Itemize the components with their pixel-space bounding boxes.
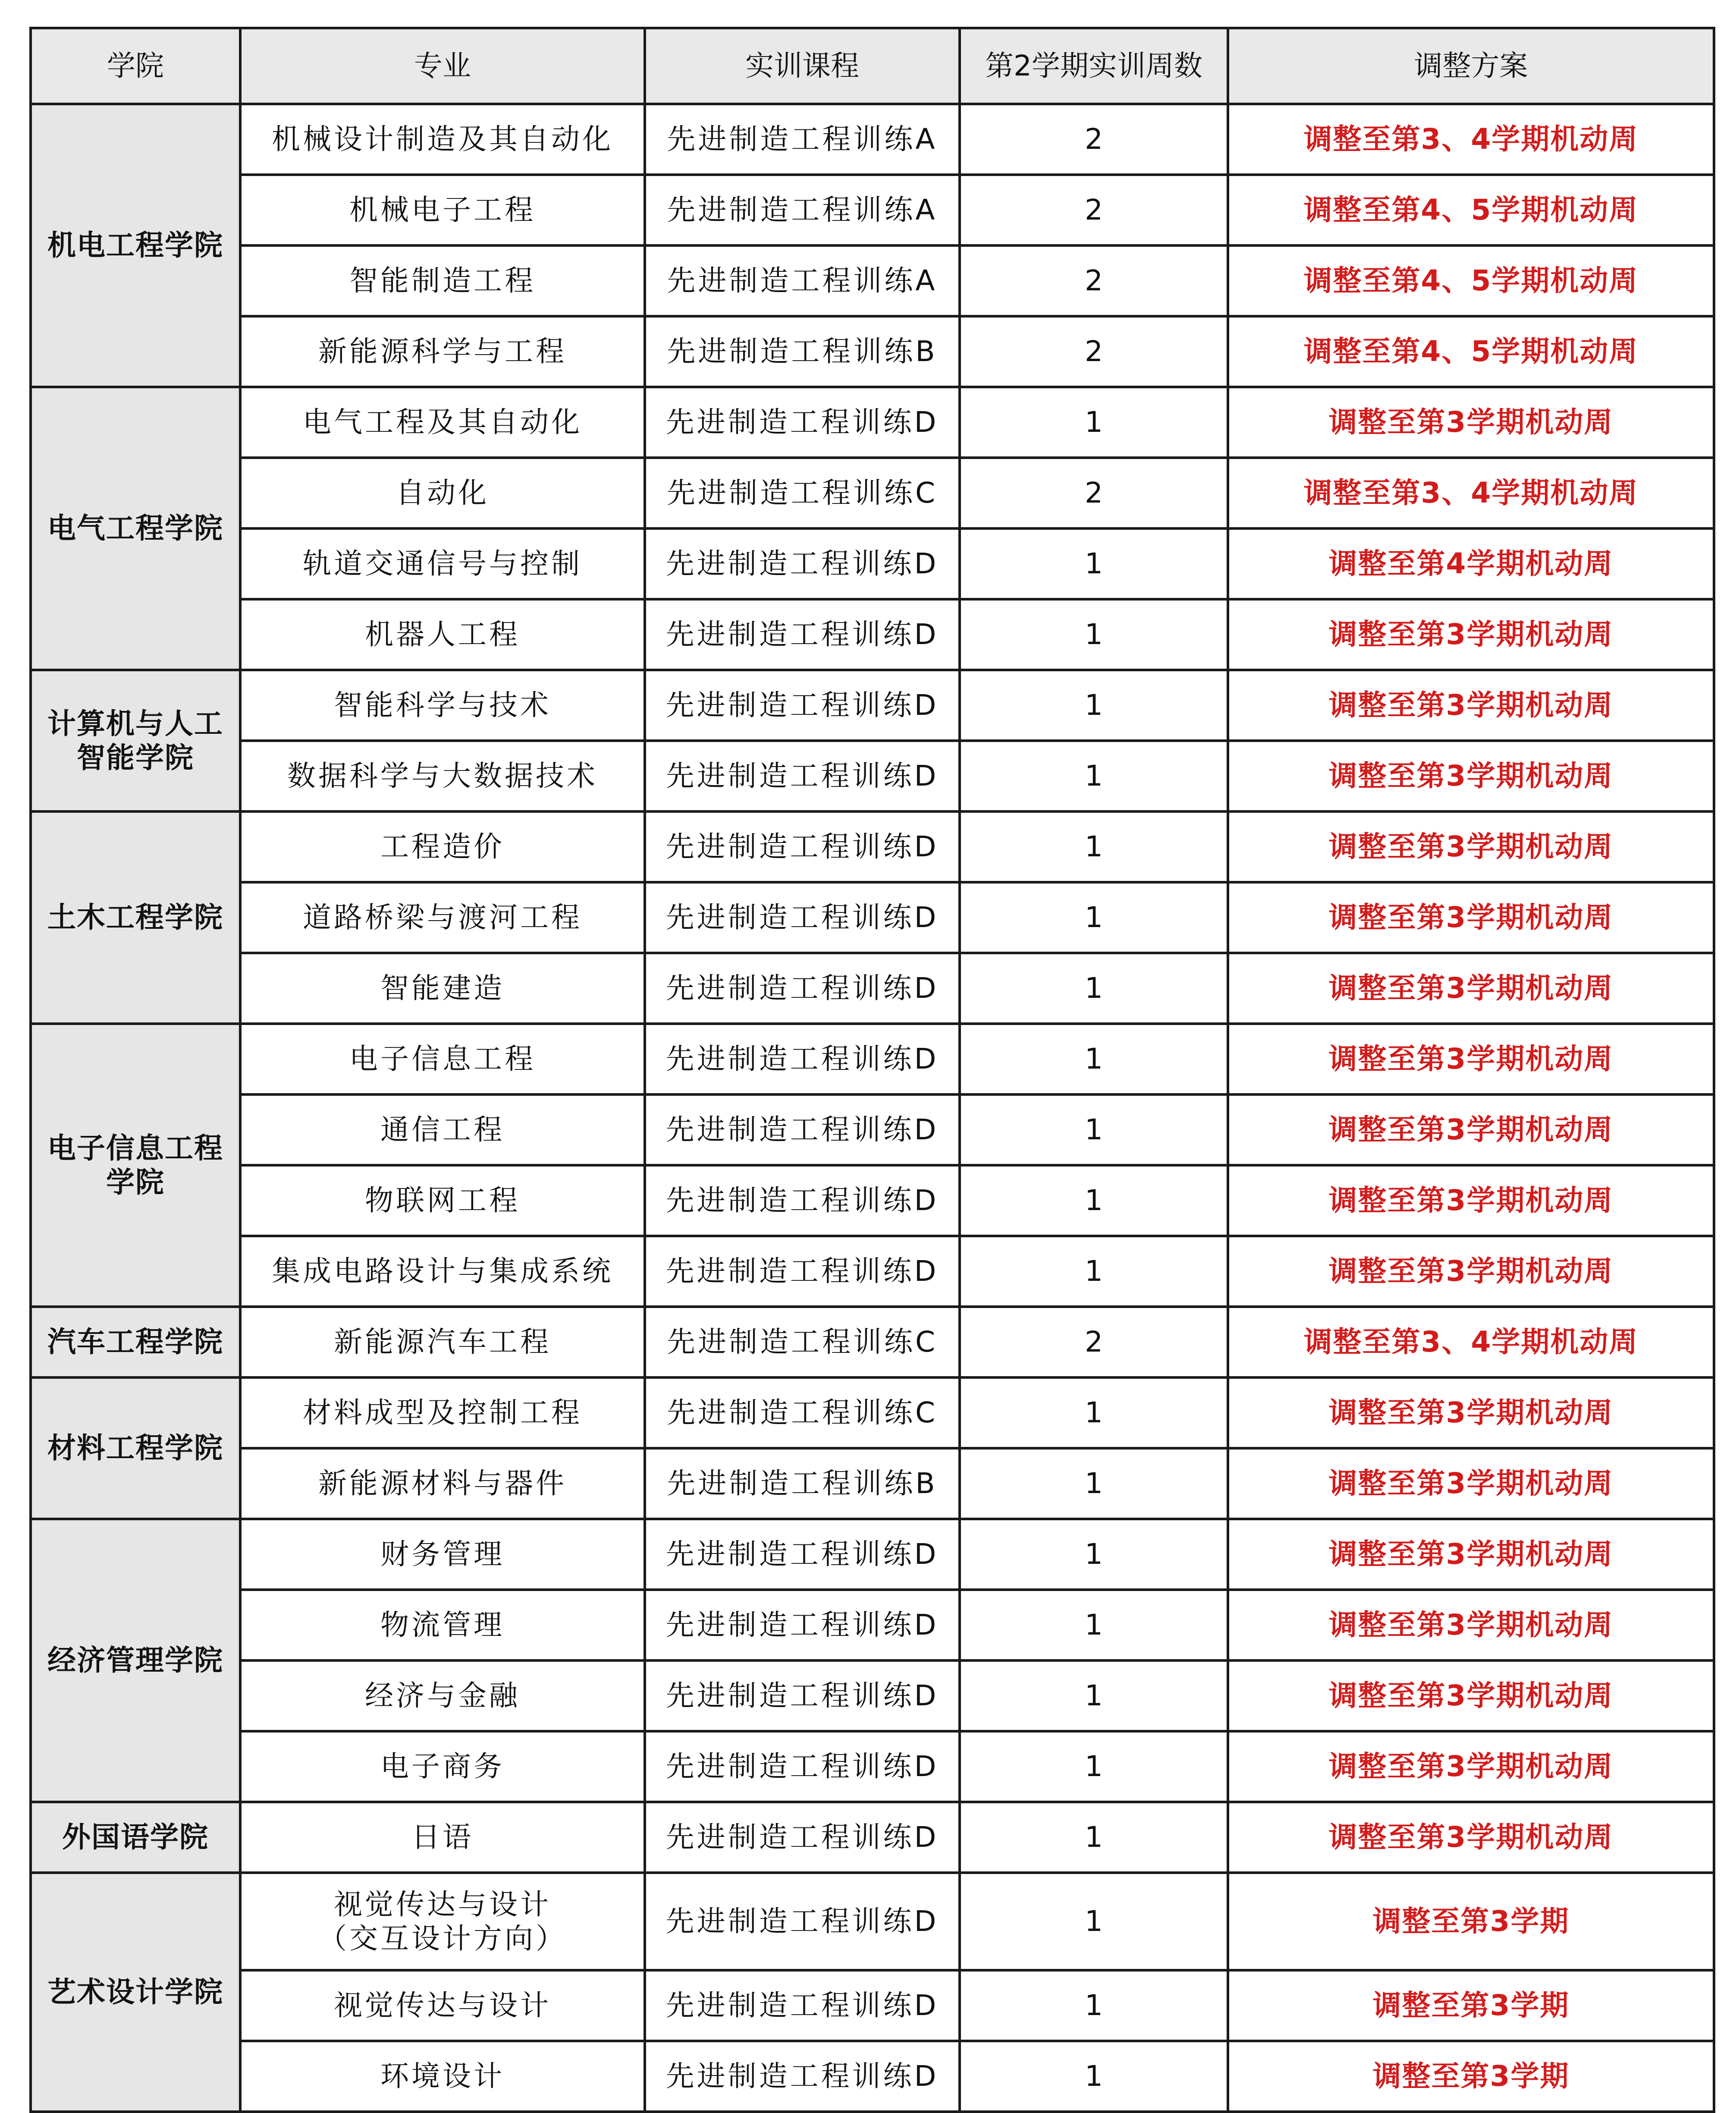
major-cell: 智能制造工程: [240, 245, 645, 316]
plan-cell: 调整至第3学期: [1228, 1970, 1714, 2041]
plan-cell: 调整至第3学期机动周: [1228, 1377, 1714, 1448]
table-row: [31, 1377, 1714, 1448]
table-row: [31, 1024, 1714, 1094]
course-cell: 先进制造工程训练D: [645, 2041, 960, 2112]
table-row: [31, 1519, 1714, 1590]
plan-cell: 调整至第3、4学期机动周: [1228, 1307, 1714, 1377]
college-cell: 汽车工程学院: [31, 1307, 240, 1377]
course-cell: 先进制造工程训练D: [645, 670, 960, 741]
major-cell: 物流管理: [240, 1590, 645, 1660]
major-cell: 电子信息工程: [240, 1024, 645, 1094]
major-cell: 数据科学与大数据技术: [240, 741, 645, 811]
weeks-cell: 1: [960, 811, 1228, 882]
course-cell: 先进制造工程训练A: [645, 175, 960, 245]
plan-cell: 调整至第3学期机动周: [1228, 882, 1714, 953]
table-row: [31, 1165, 1714, 1236]
weeks-cell: 1: [960, 1873, 1228, 1970]
course-cell: 先进制造工程训练D: [645, 1873, 960, 1970]
weeks-cell: 1: [960, 387, 1228, 458]
plan-cell: 调整至第3学期机动周: [1228, 1731, 1714, 1802]
major-cell: 轨道交通信号与控制: [240, 528, 645, 599]
table-row: [31, 1307, 1714, 1377]
weeks-cell: 2: [960, 316, 1228, 387]
weeks-cell: 1: [960, 1519, 1228, 1590]
header-row: [31, 28, 1714, 104]
weeks-cell: 1: [960, 953, 1228, 1024]
course-cell: 先进制造工程训练B: [645, 316, 960, 387]
table-row: [31, 1802, 1714, 1873]
major-cell: 视觉传达与设计: [240, 1970, 645, 2041]
plan-cell: 调整至第3学期机动周: [1228, 1024, 1714, 1094]
table-header: [31, 28, 1714, 104]
college-cell: 材料工程学院: [31, 1377, 240, 1519]
college-cell: 艺术设计学院: [31, 1873, 240, 2112]
weeks-cell: 2: [960, 175, 1228, 245]
college-cell: 外国语学院: [31, 1802, 240, 1873]
plan-cell: 调整至第3学期机动周: [1228, 741, 1714, 811]
table-row: [31, 1448, 1714, 1519]
course-cell: 先进制造工程训练A: [645, 245, 960, 316]
course-cell: 先进制造工程训练D: [645, 1519, 960, 1590]
weeks-cell: 1: [960, 1802, 1228, 1873]
weeks-cell: 1: [960, 670, 1228, 741]
course-cell: 先进制造工程训练A: [645, 104, 960, 175]
weeks-cell: 1: [960, 2041, 1228, 2112]
plan-cell: 调整至第3学期机动周: [1228, 1660, 1714, 1731]
table-row: [31, 1970, 1714, 2041]
weeks-cell: 1: [960, 741, 1228, 811]
table-row: [31, 1236, 1714, 1307]
course-cell: 先进制造工程训练D: [645, 387, 960, 458]
major-cell: [240, 1873, 645, 1970]
table-row: [31, 387, 1714, 458]
plan-cell: 调整至第3学期机动周: [1228, 1165, 1714, 1236]
plan-cell: 调整至第3学期机动周: [1228, 811, 1714, 882]
table-row: [31, 741, 1714, 811]
major-cell: 集成电路设计与集成系统: [240, 1236, 645, 1307]
major-cell: 通信工程: [240, 1094, 645, 1165]
course-cell: 先进制造工程训练D: [645, 1236, 960, 1307]
course-cell: 先进制造工程训练D: [645, 1802, 960, 1873]
college-cell: 计算机与人工智能学院: [31, 670, 240, 811]
major-cell: 电子商务: [240, 1731, 645, 1802]
course-cell: 先进制造工程训练D: [645, 1024, 960, 1094]
weeks-cell: 1: [960, 1165, 1228, 1236]
plan-cell: 调整至第3学期机动周: [1228, 1448, 1714, 1519]
course-cell: 先进制造工程训练D: [645, 1165, 960, 1236]
weeks-cell: 1: [960, 1094, 1228, 1165]
weeks-cell: 1: [960, 1731, 1228, 1802]
table-row: [31, 670, 1714, 741]
table-row: [31, 1590, 1714, 1660]
weeks-cell: 1: [960, 599, 1228, 670]
table-row: [31, 104, 1714, 175]
plan-cell: 调整至第3学期机动周: [1228, 1519, 1714, 1590]
plan-cell: 调整至第3学期机动周: [1228, 953, 1714, 1024]
major-cell: 机械设计制造及其自动化: [240, 104, 645, 175]
table-row: [31, 316, 1714, 387]
major-cell: 机器人工程: [240, 599, 645, 670]
table-row: [31, 245, 1714, 316]
table-row: [31, 1873, 1714, 1970]
course-cell: 先进制造工程训练D: [645, 741, 960, 811]
header-major: 专业: [240, 28, 645, 104]
college-cell: 电子信息工程学院: [31, 1024, 240, 1307]
course-cell: 先进制造工程训练D: [645, 1660, 960, 1731]
major-cell: 经济与金融: [240, 1660, 645, 1731]
course-cell: 先进制造工程训练D: [645, 528, 960, 599]
course-cell: 先进制造工程训练D: [645, 1970, 960, 2041]
plan-cell: 调整至第3、4学期机动周: [1228, 458, 1714, 528]
plan-cell: 调整至第4、5学期机动周: [1228, 245, 1714, 316]
weeks-cell: 2: [960, 458, 1228, 528]
table-row: [31, 1660, 1714, 1731]
college-cell: 电气工程学院: [31, 387, 240, 670]
header-plan: 调整方案: [1228, 28, 1714, 104]
header-course: 实训课程: [645, 28, 960, 104]
major-cell: 新能源汽车工程: [240, 1307, 645, 1377]
weeks-cell: 2: [960, 1307, 1228, 1377]
major-cell: 自动化: [240, 458, 645, 528]
college-cell: 经济管理学院: [31, 1519, 240, 1802]
table-body: [31, 104, 1714, 2112]
college-cell: 机电工程学院: [31, 104, 240, 387]
weeks-cell: 1: [960, 528, 1228, 599]
course-cell: 先进制造工程训练C: [645, 1377, 960, 1448]
plan-cell: 调整至第3、4学期机动周: [1228, 104, 1714, 175]
plan-cell: 调整至第4学期机动周: [1228, 528, 1714, 599]
table-row: [31, 528, 1714, 599]
course-cell: 先进制造工程训练D: [645, 1590, 960, 1660]
major-cell: 环境设计: [240, 2041, 645, 2112]
plan-cell: 调整至第3学期机动周: [1228, 1094, 1714, 1165]
major-cell: 工程造价: [240, 811, 645, 882]
plan-cell: 调整至第4、5学期机动周: [1228, 316, 1714, 387]
table-row: [31, 175, 1714, 245]
table-row: [31, 599, 1714, 670]
table-row: [31, 2041, 1714, 2112]
major-note: （交互设计方向）: [318, 1922, 567, 1955]
major-cell: 电气工程及其自动化: [240, 387, 645, 458]
adjustment-table: [29, 27, 1715, 2113]
course-cell: 先进制造工程训练C: [645, 458, 960, 528]
plan-cell: 调整至第3学期机动周: [1228, 1236, 1714, 1307]
weeks-cell: 2: [960, 104, 1228, 175]
major-cell: 新能源科学与工程: [240, 316, 645, 387]
course-cell: 先进制造工程训练D: [645, 811, 960, 882]
weeks-cell: 1: [960, 1236, 1228, 1307]
header-college: 学院: [31, 28, 240, 104]
course-cell: 先进制造工程训练D: [645, 953, 960, 1024]
plan-cell: 调整至第3学期: [1228, 1873, 1714, 1970]
plan-cell: 调整至第3学期机动周: [1228, 387, 1714, 458]
plan-cell: 调整至第4、5学期机动周: [1228, 175, 1714, 245]
table-row: [31, 1731, 1714, 1802]
plan-cell: 调整至第3学期机动周: [1228, 1802, 1714, 1873]
course-cell: 先进制造工程训练D: [645, 1731, 960, 1802]
plan-cell: 调整至第3学期机动周: [1228, 670, 1714, 741]
major-cell: 道路桥梁与渡河工程: [240, 882, 645, 953]
table-row: [31, 1094, 1714, 1165]
table-row: [31, 953, 1714, 1024]
weeks-cell: 1: [960, 1377, 1228, 1448]
major-cell: 日语: [240, 1802, 645, 1873]
course-cell: 先进制造工程训练D: [645, 882, 960, 953]
college-cell: 土木工程学院: [31, 811, 240, 1024]
major-cell: 新能源材料与器件: [240, 1448, 645, 1519]
weeks-cell: 1: [960, 1024, 1228, 1094]
course-cell: 先进制造工程训练C: [645, 1307, 960, 1377]
weeks-cell: 1: [960, 1660, 1228, 1731]
table-row: [31, 882, 1714, 953]
weeks-cell: 1: [960, 882, 1228, 953]
major-cell: 材料成型及控制工程: [240, 1377, 645, 1448]
major-cell: 智能建造: [240, 953, 645, 1024]
header-weeks: 第2学期实训周数: [960, 28, 1228, 104]
weeks-cell: 1: [960, 1448, 1228, 1519]
major-cell: 财务管理: [240, 1519, 645, 1590]
table-row: [31, 811, 1714, 882]
major-cell: 物联网工程: [240, 1165, 645, 1236]
major-cell: 智能科学与技术: [240, 670, 645, 741]
plan-cell: 调整至第3学期机动周: [1228, 599, 1714, 670]
weeks-cell: 1: [960, 1590, 1228, 1660]
course-cell: 先进制造工程训练D: [645, 1094, 960, 1165]
major-name: 视觉传达与设计: [334, 1887, 551, 1921]
plan-cell: 调整至第3学期机动周: [1228, 1590, 1714, 1660]
course-cell: 先进制造工程训练D: [645, 599, 960, 670]
weeks-cell: 2: [960, 245, 1228, 316]
course-cell: 先进制造工程训练B: [645, 1448, 960, 1519]
table-row: [31, 458, 1714, 528]
plan-cell: 调整至第3学期: [1228, 2041, 1714, 2112]
weeks-cell: 1: [960, 1970, 1228, 2041]
major-cell: 机械电子工程: [240, 175, 645, 245]
